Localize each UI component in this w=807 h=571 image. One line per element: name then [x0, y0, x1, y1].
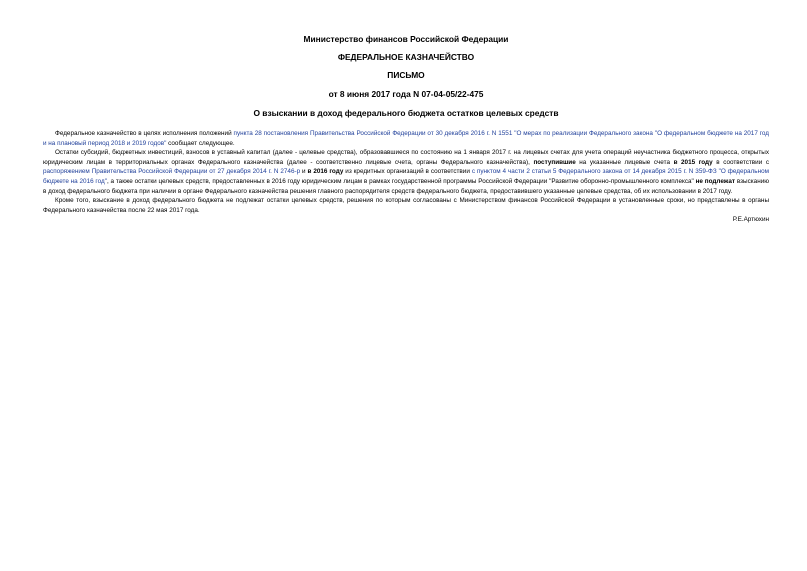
paragraph-2: [43, 148, 769, 196]
legal-reference-link[interactable]: с пунктом 4 части 2 статьи 5 Федерального закона от 14 декабря 2015 г. N 359-ФЗ "О федеральном бюджете на 2016 год": [43, 168, 769, 185]
text-span: на указанные лицевые счета: [575, 158, 674, 166]
text-span: взысканию в доход федерального бюджета при наличии в органе Федерального казначейства решения главного распорядителя средств федерального бюджета, предоставившего указанные целевые средства, об их использовании в 2017 году.: [43, 177, 770, 195]
paragraph-3: [43, 196, 769, 215]
document-page: [43, 34, 769, 225]
emphasis-text: не подлежат: [695, 177, 736, 185]
paragraph-1: [43, 129, 769, 148]
emphasis-text: в 2016 году: [307, 168, 344, 176]
text-span: , а также остатки целевых средств, предоставленных в 2016 году юридическим лицам в рамках государственной программы Российской Федерации "Развитие оборонно-промышленного комплекса": [106, 177, 696, 185]
legal-reference-link[interactable]: пункта 28 постановления Правительства Российской Федерации от 30 декабря 2016 г. N 1551 "О мерах по реализации Федерального закона "О федеральном бюджете на 2017 год и на плановый период 2018 и 2019 годов": [43, 130, 769, 147]
signature: Р.Е.Артюхин: [732, 216, 769, 224]
text-span: в соответствии с: [712, 158, 769, 166]
text-span: сообщает следующее.: [166, 139, 235, 147]
agency-heading: ФЕДЕРАЛЬНОЕ КАЗНАЧЕЙСТВО: [337, 52, 475, 62]
legal-reference-link[interactable]: распоряжением Правительства Российской Федерации от 27 декабря 2014 г. N 2746-р: [43, 168, 301, 176]
letter-body: [43, 129, 769, 225]
doc-type-heading: ПИСЬМО: [387, 70, 425, 80]
doc-reference: от 8 июня 2017 года N 07-04-05/22-475: [328, 89, 484, 99]
emphasis-text: в 2015 году: [673, 158, 713, 166]
emphasis-text: поступившие: [533, 158, 576, 166]
text-span: из кредитных организаций в соответствии: [343, 168, 472, 176]
ministry-heading: Министерство финансов Российской Федерации: [303, 34, 509, 44]
text-span: Остатки субсидий, бюджетных инвестиций, взносов в уставный капитал (далее - целевые средства), образовавшиеся по состоянию на 1 января 2017 г. на лицевых счетах для учета операций неучастника бюджетного процесса, открытых юридическим лицам в территориальных органах Федерального казначейства (далее - соответственно лицевые счета, органы Федерального казначейства),: [43, 149, 769, 166]
text-span: Кроме того, взыскание в доход федерального бюджета не подлежат остатки целевых средств, решения по которым согласованы с Министерством финансов Российской Федерации в установленные сроки, но представлены в органы Федерального казначейства после 22 мая 2017 года.: [43, 197, 769, 214]
text-span: и: [300, 168, 308, 176]
text-span: Федеральное казначейство в целях исполнения положений: [55, 130, 234, 137]
doc-subject: О взыскании в доход федерального бюджета остатков целевых средств: [253, 108, 559, 118]
